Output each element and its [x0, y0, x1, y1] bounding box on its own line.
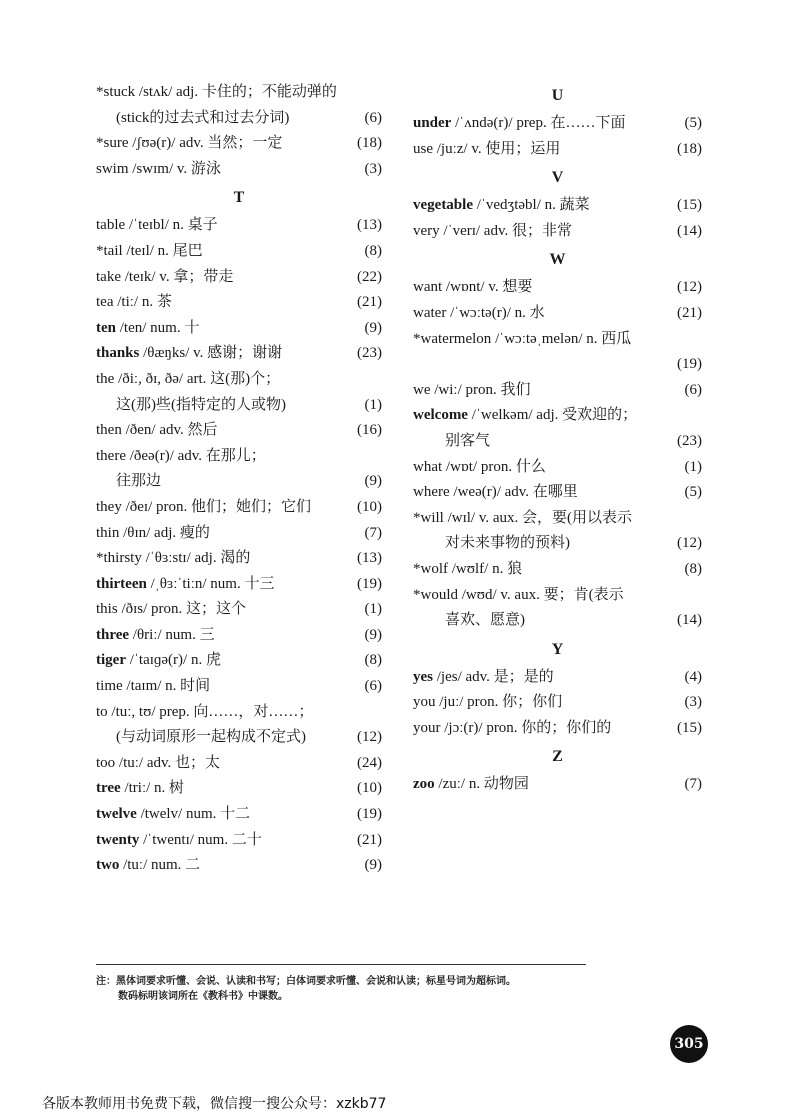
lesson-number: (9) — [364, 857, 382, 874]
vocab-entry — [96, 623, 382, 649]
lesson-number: (5) — [684, 115, 702, 131]
vocab-entry — [96, 853, 382, 879]
lesson-number: (18) — [677, 140, 702, 157]
lesson-number: (22) — [357, 268, 382, 285]
lesson-number: (3) — [364, 160, 382, 177]
vocab-entry — [413, 506, 702, 532]
headword: want — [413, 279, 443, 296]
lesson-number: (8) — [684, 560, 702, 577]
entry-continuation — [413, 531, 702, 557]
footnote-line-1: 注：黑体词要求听懂、会说、认读和书写；白体词要求听懂、会说和认读；标星号词为超标词。 — [96, 976, 516, 987]
vocab-entry — [413, 455, 702, 481]
definition: /θriː/ num. 三 — [132, 626, 215, 643]
headword: welcome — [413, 407, 468, 424]
headword: water — [413, 304, 447, 321]
lesson-number: (9) — [364, 626, 382, 643]
vocab-entry — [413, 690, 702, 716]
vocab-entry — [413, 716, 702, 742]
left-column — [96, 80, 382, 879]
headword: *sure — [96, 135, 129, 152]
vocab-entry — [413, 403, 702, 429]
definition: /ˈwelkəm/ adj. 受欢迎的； — [471, 407, 638, 424]
headword: twelve — [96, 806, 137, 823]
definition: /ˈteɪbl/ n. 桌子 — [128, 217, 218, 234]
headword: swim — [96, 160, 129, 177]
vocab-entry — [96, 674, 382, 700]
definition: /stʌk/ adj. 卡住的；不能动弹的 — [138, 84, 337, 100]
headword: *wolf — [413, 560, 448, 577]
lesson-number: (21) — [677, 304, 702, 321]
definition-continued: 对未来事物的预料) — [445, 535, 570, 552]
definition: /wɪl/ v. aux. 会，要(用以表示 — [447, 509, 633, 526]
lesson-number: (4) — [684, 668, 702, 685]
headword: very — [413, 222, 440, 239]
definition: /ðeɪ/ pron. 他们；她们；它们 — [125, 498, 311, 515]
section-letter: V — [551, 169, 564, 187]
headword: *tail — [96, 242, 123, 259]
lesson-number: (7) — [364, 524, 382, 541]
lesson-number: (14) — [677, 612, 702, 629]
headword: *watermelon — [413, 330, 492, 347]
vocab-entry — [413, 275, 702, 301]
definition: /tiː/ n. 茶 — [117, 294, 172, 311]
headword: what — [413, 458, 443, 475]
headword: to — [96, 703, 108, 720]
vocab-entry — [413, 219, 702, 245]
definition: /wʊlf/ n. 狼 — [451, 560, 523, 577]
lesson-number: (1) — [364, 396, 382, 413]
lesson-number: (5) — [684, 484, 702, 501]
definition: /ˌθɜːˈtiːn/ num. 十三 — [150, 575, 275, 592]
headword: take — [96, 268, 121, 285]
definition: /wiː/ pron. 我们 — [434, 381, 531, 398]
vocab-entry — [413, 378, 702, 404]
footnote — [96, 974, 516, 1004]
vocab-entry — [96, 802, 382, 828]
definition: /ðen/ adv. 然后 — [125, 422, 218, 439]
vocab-entry — [413, 193, 702, 219]
headword: too — [96, 754, 116, 771]
lesson-number: (21) — [357, 294, 382, 311]
page-number: 305 — [670, 1025, 708, 1063]
vocab-entry — [96, 418, 382, 444]
headword: you — [413, 694, 436, 711]
vocab-entry — [96, 316, 382, 342]
vocab-entry — [96, 572, 382, 598]
definition: /ˈverɪ/ adv. 很；非常 — [443, 222, 572, 239]
bottom-notice: 各版本教师用书免费下载，微信搜一搜公众号：xzkb77 — [42, 1096, 387, 1112]
headword: *will — [413, 509, 444, 526]
vocab-entry — [96, 213, 382, 239]
vocab-entry — [96, 546, 382, 572]
headword: *thirsty — [96, 550, 142, 567]
lesson-number: (19) — [677, 356, 702, 373]
vocab-entry — [96, 521, 382, 547]
lesson-number: (19) — [357, 575, 382, 592]
definition: /jes/ adv. 是；是的 — [436, 668, 554, 685]
definition-continued: 喜欢、愿意) — [445, 612, 525, 629]
right-column — [413, 80, 702, 798]
vocab-entry — [413, 137, 702, 163]
lesson-number: (6) — [684, 381, 702, 398]
vocab-entry — [96, 495, 382, 521]
definition: /wɒt/ pron. 什么 — [445, 458, 546, 475]
lesson-number: (15) — [677, 197, 702, 214]
headword: we — [413, 381, 431, 398]
definition: /tuː/ num. 二 — [123, 857, 201, 874]
definition: /θæŋks/ v. 感谢；谢谢 — [143, 345, 283, 362]
section-letter: T — [233, 189, 245, 207]
headword: thirteen — [96, 575, 147, 592]
definition: /taɪm/ n. 时间 — [126, 678, 211, 695]
vocab-entry — [96, 341, 382, 367]
vocab-entry — [96, 265, 382, 291]
definition-continued: 这(那)些(指特定的人或物) — [116, 396, 286, 413]
section-letter: Z — [552, 748, 563, 766]
footnote-line-2: 数码标明该词所在《教科书》中课数。 — [118, 991, 288, 1002]
vocab-entry — [96, 776, 382, 802]
headword: tiger — [96, 652, 126, 669]
lesson-number: (10) — [357, 498, 382, 515]
entry-continuation — [96, 725, 382, 751]
headword: your — [413, 719, 441, 736]
lesson-number: (7) — [684, 776, 702, 793]
vocab-entry — [413, 557, 702, 583]
vocab-entry — [96, 131, 382, 157]
headword: the — [96, 370, 115, 387]
definition: /teɪl/ n. 尾巴 — [126, 242, 203, 259]
headword: tea — [96, 294, 114, 311]
vocab-entry — [96, 751, 382, 777]
lesson-number: (10) — [357, 780, 382, 797]
headword: vegetable — [413, 197, 473, 214]
definition: /teɪk/ v. 拿；带走 — [124, 268, 234, 285]
headword: zoo — [413, 776, 435, 793]
entry-continuation — [96, 469, 382, 495]
lesson-number: (14) — [677, 222, 702, 239]
vocab-entry — [413, 111, 702, 137]
lesson-number: (19) — [357, 806, 382, 823]
definition: /θɪn/ adj. 瘦的 — [123, 524, 210, 541]
vocab-entry — [96, 367, 382, 393]
lesson-number: (6) — [364, 109, 382, 126]
definition: /swɪm/ v. 游泳 — [132, 160, 221, 177]
vocab-entry — [96, 239, 382, 265]
lesson-number: (12) — [677, 535, 702, 552]
vocab-entry — [96, 444, 382, 470]
vocab-entry — [96, 290, 382, 316]
vocab-entry — [413, 583, 702, 609]
headword: ten — [96, 319, 116, 336]
headword: *would — [413, 586, 458, 603]
vocab-entry — [96, 80, 382, 106]
lesson-number: (12) — [357, 729, 382, 746]
definition: /ˈwɔːtə(r)/ n. 水 — [450, 304, 545, 321]
vocab-entry — [413, 327, 702, 353]
definition: /wʊd/ v. aux. 要；肯(表示 — [461, 586, 624, 603]
definition: /juː/ pron. 你；你们 — [439, 694, 563, 711]
definition-continued: 往那边 — [116, 473, 162, 490]
vocab-entry — [96, 157, 382, 183]
headword: then — [96, 422, 122, 439]
footnote-divider — [96, 964, 586, 965]
vocab-entry — [96, 700, 382, 726]
headword: thanks — [96, 345, 140, 362]
definition: /weə(r)/ adv. 在哪里 — [453, 484, 578, 501]
headword: thin — [96, 524, 120, 541]
definition: /ten/ num. 十 — [119, 319, 200, 336]
lesson-number: (15) — [677, 719, 702, 736]
definition: /ˈʌndə(r)/ prep. 在……下面 — [455, 115, 626, 131]
entry-continuation — [413, 429, 702, 455]
definition: /juːz/ v. 使用；运用 — [436, 140, 561, 157]
headword: use — [413, 140, 433, 157]
definition: /twelv/ num. 十二 — [140, 806, 251, 823]
headword: table — [96, 217, 126, 234]
headword: two — [96, 857, 120, 874]
vocab-entry — [413, 665, 702, 691]
definition: /tuː/ adv. 也；太 — [118, 754, 221, 771]
vocab-entry — [96, 828, 382, 854]
definition: /wɒnt/ v. 想要 — [445, 279, 533, 296]
lesson-number: (13) — [357, 217, 382, 234]
vocab-entry — [413, 480, 702, 506]
lesson-number: (1) — [364, 601, 382, 618]
definition: /ðeə(r)/ adv. 在那儿； — [129, 447, 266, 464]
entry-continuation — [413, 608, 702, 634]
section-letter: W — [549, 251, 566, 269]
entry-continuation — [413, 352, 702, 378]
lesson-number: (23) — [357, 345, 382, 362]
lesson-number: (8) — [364, 242, 382, 259]
definition: /ʃʊə(r)/ adv. 当然；一定 — [132, 135, 283, 152]
headword: three — [96, 626, 130, 643]
lesson-number: (13) — [357, 550, 382, 567]
definition: /zuː/ n. 动物园 — [438, 776, 529, 793]
lesson-number: (23) — [677, 432, 702, 449]
section-letter: U — [551, 87, 564, 104]
headword: they — [96, 498, 122, 515]
definition-continued: 别客气 — [445, 432, 491, 449]
lesson-number: (6) — [364, 678, 382, 695]
vocab-entry — [96, 648, 382, 674]
definition: /triː/ n. 树 — [124, 780, 185, 797]
lesson-number: (21) — [357, 831, 382, 848]
lesson-number: (3) — [684, 694, 702, 711]
headword: *stuck — [96, 84, 136, 100]
headword: twenty — [96, 831, 140, 848]
headword: yes — [413, 668, 433, 685]
headword: there — [96, 447, 126, 464]
definition: /tuː, tʊ/ prep. 向……，对……； — [111, 703, 314, 720]
lesson-number: (16) — [357, 422, 382, 439]
definition: /ðiː, ðɪ, ðə/ art. 这(那)个； — [118, 370, 281, 387]
lesson-number: (8) — [364, 652, 382, 669]
section-letter: Y — [551, 640, 564, 658]
vocab-entry — [96, 597, 382, 623]
lesson-number: (9) — [364, 319, 382, 336]
vocab-entry — [413, 301, 702, 327]
headword: tree — [96, 780, 121, 797]
lesson-number: (12) — [677, 279, 702, 296]
definition: /jɔː(r)/ pron. 你的；你们的 — [444, 719, 612, 736]
headword: under — [413, 115, 452, 131]
headword: time — [96, 678, 123, 695]
lesson-number: (18) — [357, 135, 382, 152]
vocab-entry — [413, 772, 702, 798]
headword: where — [413, 484, 450, 501]
headword: this — [96, 601, 118, 618]
definition: /ˈtaɪɡə(r)/ n. 虎 — [129, 652, 221, 669]
lesson-number: (1) — [684, 458, 702, 475]
definition: /ˈtwentɪ/ num. 二十 — [143, 831, 262, 848]
entry-continuation — [96, 106, 382, 132]
lesson-number: (9) — [364, 473, 382, 490]
definition: /ˈθɜːstɪ/ adj. 渴的 — [145, 550, 251, 567]
definition-continued: (与动词原形一起构成不定式) — [116, 729, 306, 746]
definition: /ˈwɔːtəˌmelən/ n. 西瓜 — [495, 330, 632, 347]
lesson-number: (24) — [357, 754, 382, 771]
definition: /ðɪs/ pron. 这；这个 — [121, 601, 247, 618]
entry-continuation — [96, 393, 382, 419]
definition-continued: (stick的过去式和过去分词) — [116, 109, 290, 126]
definition: /ˈvedʒtəbl/ n. 蔬菜 — [476, 197, 590, 214]
